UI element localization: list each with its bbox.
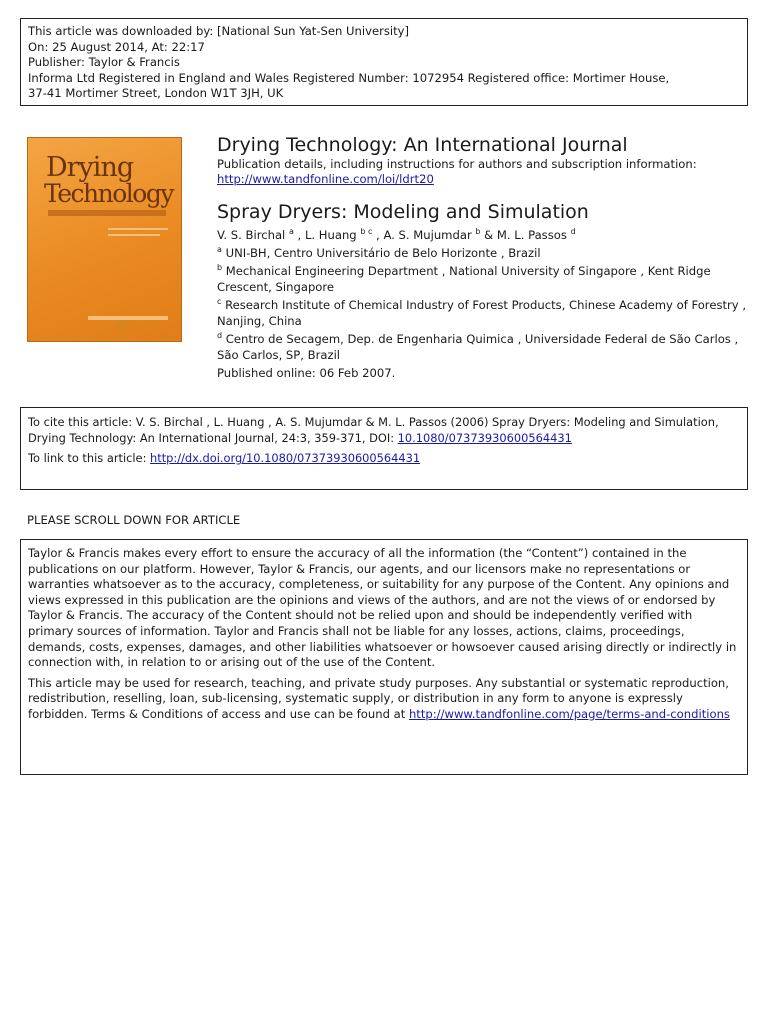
author-affiliation-mark: d xyxy=(570,227,576,237)
affiliation-item xyxy=(217,245,747,261)
affiliation-mark: a xyxy=(217,245,222,255)
cover-editor-line xyxy=(108,228,168,230)
affiliation-item xyxy=(217,263,747,295)
affiliation-text: Centro de Secagem, Dep. de Engenharia Quimica , Universidade Federal de São Carlos , São Carlos, SP, Brazil xyxy=(217,332,739,362)
publication-details: Publication details, including instructions for authors and subscription information: xyxy=(217,157,697,171)
affiliation-item xyxy=(217,297,747,329)
usage-text: This article may be used for research, teaching, and private study purposes. Any substantial or systematic reproduction, redistribution, reselling, loan, sub-licensing, systematic supply, or distribution in any form to anyone is expressly forbidden. Terms & Conditions of access and use can be found at xyxy=(28,675,729,721)
affiliation-text: Mechanical Engineering Department , National University of Singapore , Kent Ridge Crescent, Singapore xyxy=(217,264,711,294)
disclaimer-paragraph: Taylor & Francis makes every effort to ensure the accuracy of all the information (the “Content”) contained in the publications on our platform. However, Taylor & Francis, our agents, and our licensors make no representations or warranties whatsoever as to the accuracy, completeness, or suitability for any purpose of the Content. Any opinions and views expressed in this publication are the opinions and views of the authors, and are not the views of or endorsed by Taylor & Francis. The accuracy of the Content should not be relied upon and should be independently verified with primary sources of information. Taylor and Francis shall not be liable for any losses, actions, claims, proceedings, demands, costs, expenses, damages, and other liabilities whatsoever or howsoever caused arising directly or indirectly in connection with, in relation to or arising out of the use of the Content. xyxy=(28,546,737,670)
disclaimer-box xyxy=(20,539,748,775)
published-date: Published online: 06 Feb 2007. xyxy=(217,366,396,380)
citation-box xyxy=(20,407,748,490)
author-name: L. Huang xyxy=(304,228,361,242)
citation-text xyxy=(28,415,740,446)
cover-editor-line xyxy=(108,234,160,236)
author-affiliation-mark: a xyxy=(288,227,294,237)
affiliation-text: UNI-BH, Centro Universitário de Belo Horizonte , Brazil xyxy=(221,246,541,260)
affiliation-mark: b xyxy=(217,263,223,273)
publisher: Publisher: Taylor & Francis xyxy=(28,55,180,69)
cover-volume-strip xyxy=(88,316,168,320)
author-name: M. L. Passos xyxy=(496,228,571,242)
download-info-box xyxy=(20,18,748,106)
affiliation-mark: c xyxy=(217,297,222,307)
author-affiliation-mark: b xyxy=(475,227,481,237)
registered-address: 37-41 Mortimer Street, London W1T 3JH, UK xyxy=(28,86,284,100)
article-link-label: To link to this article: xyxy=(28,451,151,465)
article-link[interactable]: http://dx.doi.org/10.1080/07373930600564431 xyxy=(150,451,421,465)
doi-link[interactable]: 10.1080/07373930600564431 xyxy=(397,430,572,445)
registration-info: Informa Ltd Registered in England and Wales Registered Number: 1072954 Registered office: Mortimer House, xyxy=(28,70,670,85)
citation-body: To cite this article: V. S. Birchal , L. Huang , A. S. Mujumdar & M. L. Passos (2006) Spray Dryers: Modeling and Simulation, Drying Technology: An International Journal, 24:3, 359-371, DOI: xyxy=(28,415,719,445)
cover-logo-word1: Drying xyxy=(46,152,134,183)
author-name: A. S. Mujumdar xyxy=(383,228,476,242)
author-name: V. S. Birchal xyxy=(217,228,289,242)
affiliation-mark: d xyxy=(217,331,223,341)
article-link-row xyxy=(28,451,740,467)
journal-title: Drying Technology: An International Journal xyxy=(217,134,628,156)
download-line: This article was downloaded by: [National Sun Yat-Sen University] xyxy=(28,24,410,38)
journal-link[interactable]: http://www.tandfonline.com/loi/ldrt20 xyxy=(217,172,434,186)
affiliation-list xyxy=(217,245,747,363)
journal-cover-image xyxy=(27,137,182,342)
author-list: V. S. Birchal $^a$ , L. Huang $^{b c}$ , A. S. Mujumdar $^b$ & M. L. Passos $^d$ xyxy=(217,227,576,242)
scroll-down-notice: PLEASE SCROLL DOWN FOR ARTICLE xyxy=(27,513,241,527)
usage-paragraph xyxy=(28,676,740,723)
cover-subtitle-band xyxy=(48,210,166,216)
cover-logo-word2: Technology xyxy=(44,179,173,208)
affiliation-text: Research Institute of Chemical Industry of Forest Products, Chinese Academy of Forestry , Nanjing, China xyxy=(217,298,747,328)
affiliation-item xyxy=(217,331,747,363)
download-date: On: 25 August 2014, At: 22:17 xyxy=(28,39,205,54)
cover-publisher-logo xyxy=(114,321,128,329)
article-title: Spray Dryers: Modeling and Simulation xyxy=(217,201,589,223)
article-header xyxy=(217,134,747,381)
terms-link[interactable]: http://www.tandfonline.com/page/terms-and-conditions xyxy=(408,706,730,721)
author-affiliation-mark: b c xyxy=(360,227,373,237)
